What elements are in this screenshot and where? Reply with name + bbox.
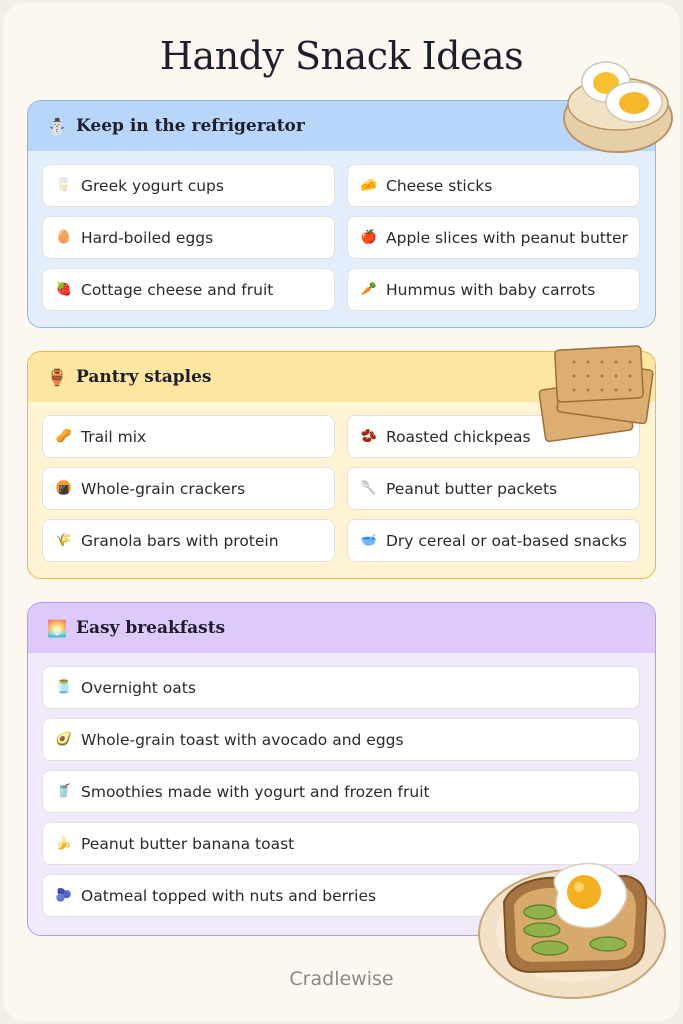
list-item [42,467,335,510]
list-item [42,164,335,207]
item-label: Cottage cheese and fruit [81,280,274,299]
list-item [42,216,335,259]
egg-bowl-illustration [560,56,676,156]
snowman-icon: ⛄ [47,116,67,136]
spoon-icon: 🥄 [360,481,378,496]
apple-icon: 🍎 [360,230,378,245]
strawberry-icon: 🍓 [55,282,73,297]
blueberries-icon: 🫐 [55,888,73,903]
list-item [347,216,640,259]
list-item [42,666,640,709]
jar-icon: 🫙 [55,680,73,695]
item-label: Apple slices with peanut butter [386,228,628,247]
crackers-illustration [530,340,670,448]
item-label: Trail mix [81,427,147,446]
yogurt-cup-icon: 🥛 [55,178,73,193]
page-title: Handy Snack Ideas [159,34,524,78]
item-label: Whole-grain crackers [81,479,246,498]
list-item [42,268,335,311]
item-label: Greek yogurt cups [81,176,224,195]
sunrise-icon: 🌅 [47,618,67,638]
jar-icon: 🏺 [47,367,67,387]
list-item [347,268,640,311]
egg-icon: 🥚 [55,230,73,245]
peanut-icon: 🥜 [55,429,73,444]
banana-icon: 🍌 [55,836,73,851]
item-label: Hard-boiled eggs [81,228,214,247]
section-heading: Keep in the refrigerator [76,116,305,136]
item-label: Hummus with baby carrots [386,280,596,299]
list-item [347,164,640,207]
list-item [42,415,335,458]
cereal-bowl-icon: 🥣 [360,533,378,548]
beans-icon: 🫘 [360,429,378,444]
section-header-breakfasts [28,603,655,653]
cheese-icon: 🧀 [360,178,378,193]
section-heading: Easy breakfasts [76,618,226,638]
item-label: Oatmeal topped with nuts and berries [81,886,377,905]
list-item [42,770,640,813]
item-label: Roasted chickpeas [386,427,531,446]
smoothie-icon: 🥤 [55,784,73,799]
item-label: Peanut butter banana toast [81,834,295,853]
item-label: Granola bars with protein [81,531,279,550]
item-label: Dry cereal or oat-based snacks [386,531,627,550]
list-item [42,718,640,761]
item-label: Cheese sticks [386,176,493,195]
cracker-icon: 🍘 [55,481,73,496]
item-label: Whole-grain toast with avocado and eggs [81,730,404,749]
list-item [42,519,335,562]
avocado-icon: 🥑 [55,732,73,747]
list-item [347,519,640,562]
section-heading: Pantry staples [76,367,212,387]
item-label: Smoothies made with yogurt and frozen fruit [81,782,430,801]
grain-icon: 🌾 [55,533,73,548]
brand-logo: Cradlewise [289,968,394,990]
item-label: Overnight oats [81,678,196,697]
carrot-icon: 🥕 [360,282,378,297]
item-label: Peanut butter packets [386,479,558,498]
list-item [347,467,640,510]
